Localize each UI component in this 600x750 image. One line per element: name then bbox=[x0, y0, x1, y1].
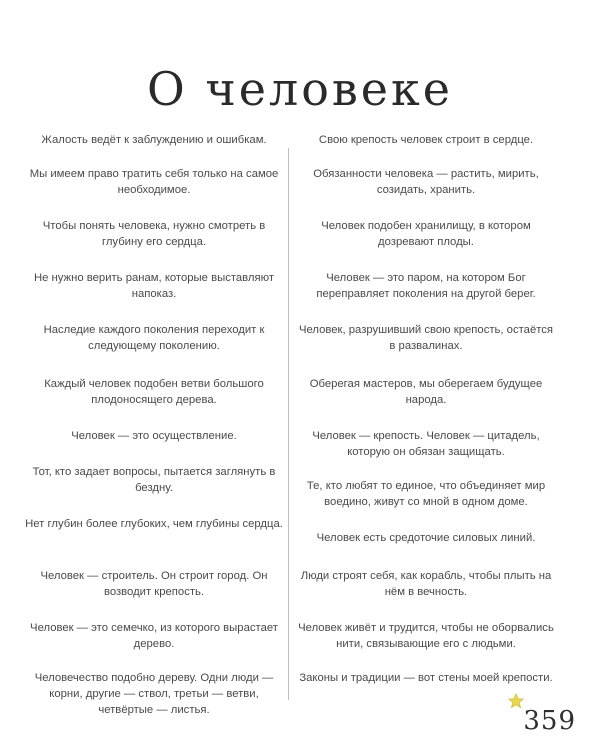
quote: Человек — строитель. Он строит город. Он возводит крепость. bbox=[40, 570, 268, 598]
quote: Человек подобен хранилищу, в котором дозревают плоды. bbox=[321, 220, 531, 248]
quote: Человек — крепость. Человек — цитадель, которую он обязан защищать. bbox=[312, 430, 540, 458]
quote: Каждый человек подобен ветви большого плодоносящего дерева. bbox=[44, 378, 264, 406]
column-divider bbox=[288, 148, 289, 700]
quote: Законы и традиции — вот стены моей крепости. bbox=[299, 672, 553, 684]
quote: Человек живёт и трудится, чтобы не оборвались нити, связывающие его с людьми. bbox=[298, 622, 554, 650]
quote: Тот, кто задает вопросы, пытается заглянуть в бездну. bbox=[32, 466, 276, 494]
quote: Человек — это семечко, из которого вырастает дерево. bbox=[30, 622, 278, 650]
quote: Чтобы понять человека, нужно смотреть в глубину его сердца. bbox=[42, 220, 266, 248]
quote: Не нужно верить ранам, которые выставляют напоказ. bbox=[33, 272, 275, 300]
quote: Человек есть средоточие силовых линий. bbox=[316, 532, 536, 544]
star-icon bbox=[508, 693, 524, 709]
quote: Нет глубин более глубоких, чем глубины сердца. bbox=[25, 518, 283, 530]
quote: Те, кто любят то единое, что объединяет мир воедино, живут со мной в одном доме. bbox=[306, 480, 546, 508]
quote: Человечество подобно дереву. Одни люди — корни, другие — ствол, третьи — ветви, четвёртые — листья. bbox=[34, 672, 274, 716]
quote: Человек — это осуществление. bbox=[71, 430, 237, 442]
quote: Свою крепость человек строит в сердце. bbox=[318, 134, 534, 146]
quote: Оберегая мастеров, мы оберегаем будущее народа. bbox=[309, 378, 543, 406]
quote: Жалость ведёт к заблуждению и ошибкам. bbox=[41, 134, 267, 146]
quote: Мы имеем право тратить себя только на самое необходимое. bbox=[29, 168, 279, 196]
quote: Обязанности человека — растить, мирить, созидать, хранить. bbox=[313, 168, 539, 196]
quote: Человек — это паром, на котором Бог переправляет поколения на другой берег. bbox=[316, 272, 536, 300]
quote: Человек, разрушивший свою крепость, остаётся в развалинах. bbox=[298, 324, 554, 352]
page-title: О человеке bbox=[147, 62, 453, 116]
page-number: 359 bbox=[523, 706, 576, 736]
quote: Люди строят себя, как корабль, чтобы плыть на нём в вечность. bbox=[300, 570, 552, 598]
quote: Наследие каждого поколения переходит к следующему поколению. bbox=[43, 324, 265, 352]
